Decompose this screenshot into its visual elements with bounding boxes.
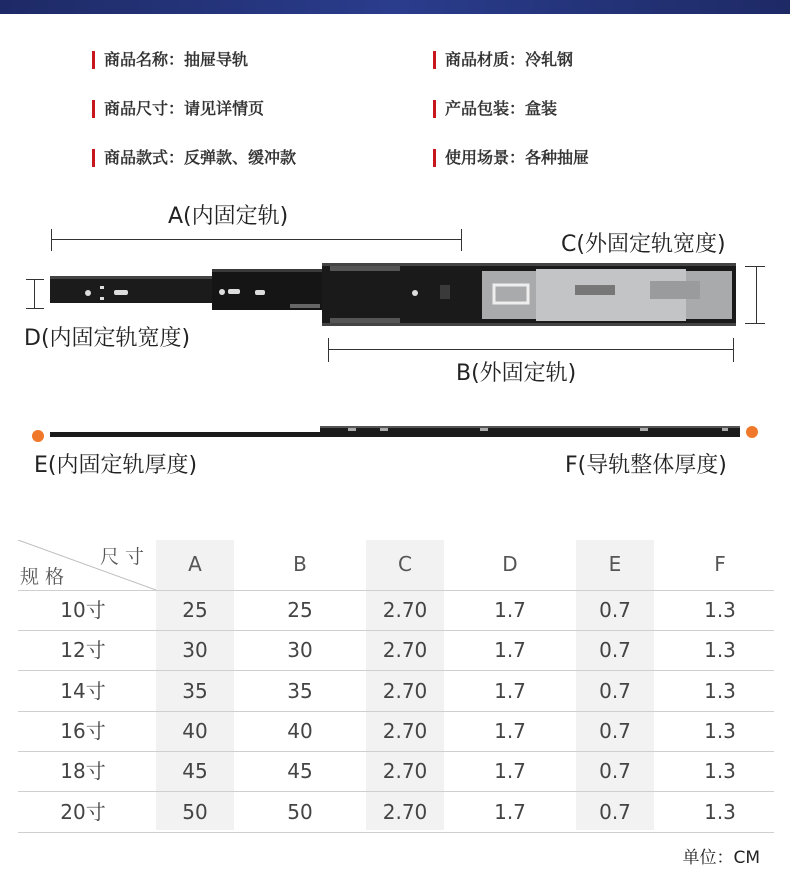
spec-usage: 使用场景：各种抽屉	[433, 148, 589, 168]
label-c-outer-width: C(外固定轨宽度)	[561, 232, 726, 257]
cell-a: 40	[182, 718, 208, 743]
cell-f: 1.3	[704, 718, 736, 743]
row-size-label: 16寸	[60, 718, 106, 743]
cell-d: 1.7	[494, 759, 526, 784]
cell-d: 1.7	[494, 678, 526, 703]
cell-e: 0.7	[599, 759, 631, 784]
cell-d: 1.7	[494, 799, 526, 824]
column-header-c: C	[398, 552, 412, 576]
cell-b: 25	[287, 598, 313, 622]
cell-c: 2.70	[382, 678, 428, 703]
cell-f: 1.3	[704, 638, 736, 663]
cell-b: 30	[287, 638, 313, 663]
cell-f: 1.3	[704, 678, 736, 703]
dimension-tick-b-left	[328, 338, 329, 362]
cell-a: 45	[182, 759, 208, 784]
cell-e: 0.7	[599, 718, 631, 743]
drawer-slide-top-view	[0, 255, 790, 335]
cell-a: 35	[182, 678, 208, 703]
cell-f: 1.3	[704, 759, 736, 784]
column-header-e: E	[608, 552, 622, 576]
cell-a: 50	[182, 799, 208, 824]
label-d-inner-width: D(内固定轨宽度)	[24, 326, 191, 351]
cell-c: 2.70	[382, 598, 428, 622]
table-row	[18, 792, 774, 833]
cell-c: 2.70	[382, 638, 428, 663]
cell-f: 1.3	[704, 598, 736, 622]
cell-b: 50	[287, 799, 313, 824]
cell-f: 1.3	[704, 799, 736, 824]
cell-c: 2.70	[382, 799, 428, 824]
row-size-label: 10寸	[60, 598, 106, 622]
spec-product-name: 商品名称：抽屉导轨	[92, 50, 248, 70]
label-e-inner-thickness: E(内固定轨厚度)	[34, 453, 198, 478]
table-row	[18, 751, 774, 792]
dimension-line-a	[52, 239, 462, 240]
cell-b: 35	[287, 678, 313, 703]
cell-e: 0.7	[599, 638, 631, 663]
dimension-tick-b-right	[733, 338, 734, 362]
spec-style: 商品款式：反弹款、缓冲款	[92, 148, 296, 168]
thickness-marker-f-dot	[746, 426, 758, 438]
cell-d: 1.7	[494, 638, 526, 663]
column-header-d: D	[502, 552, 518, 576]
corner-label-spec: 规 格	[20, 566, 65, 588]
label-a-inner-rail: A(内固定轨)	[168, 204, 289, 229]
table-row	[18, 711, 774, 752]
table-row	[18, 630, 774, 671]
cell-e: 0.7	[599, 799, 631, 824]
table-row	[18, 590, 774, 631]
spec-size: 商品尺寸：请见详情页	[92, 99, 264, 119]
cell-e: 0.7	[599, 598, 631, 622]
dimension-tick-a-left	[51, 229, 52, 251]
label-b-outer-rail: B(外固定轨)	[456, 361, 577, 386]
table-row	[18, 671, 774, 712]
row-size-label: 18寸	[60, 759, 106, 784]
drawer-slide-side-view	[0, 420, 790, 450]
cell-c: 2.70	[382, 759, 428, 784]
row-size-label: 14寸	[60, 678, 106, 703]
row-size-label: 12寸	[60, 638, 106, 663]
spec-material: 商品材质：冷轧钢	[433, 50, 573, 70]
label-f-total-thickness: F(导轨整体厚度)	[565, 453, 727, 478]
row-size-label: 20寸	[60, 799, 106, 824]
dimension-line-b	[329, 349, 733, 350]
cell-a: 30	[182, 638, 208, 663]
cell-c: 2.70	[382, 718, 428, 743]
column-header-f: F	[714, 552, 726, 576]
top-banner-strip	[0, 0, 790, 14]
cell-d: 1.7	[494, 718, 526, 743]
cell-a: 25	[182, 598, 208, 622]
column-header-a: A	[188, 552, 202, 576]
cell-b: 45	[287, 759, 313, 784]
dimension-tick-a-right	[461, 229, 462, 251]
cell-d: 1.7	[494, 598, 526, 622]
cell-e: 0.7	[599, 678, 631, 703]
cell-b: 40	[287, 718, 313, 743]
column-header-b: B	[293, 552, 307, 576]
thickness-marker-e-dot	[32, 430, 44, 442]
corner-label-size: 尺 寸	[100, 546, 145, 568]
spec-packaging: 产品包装：盒装	[433, 99, 557, 119]
table-header-row	[18, 540, 774, 591]
unit-note: 单位：CM	[682, 848, 760, 868]
